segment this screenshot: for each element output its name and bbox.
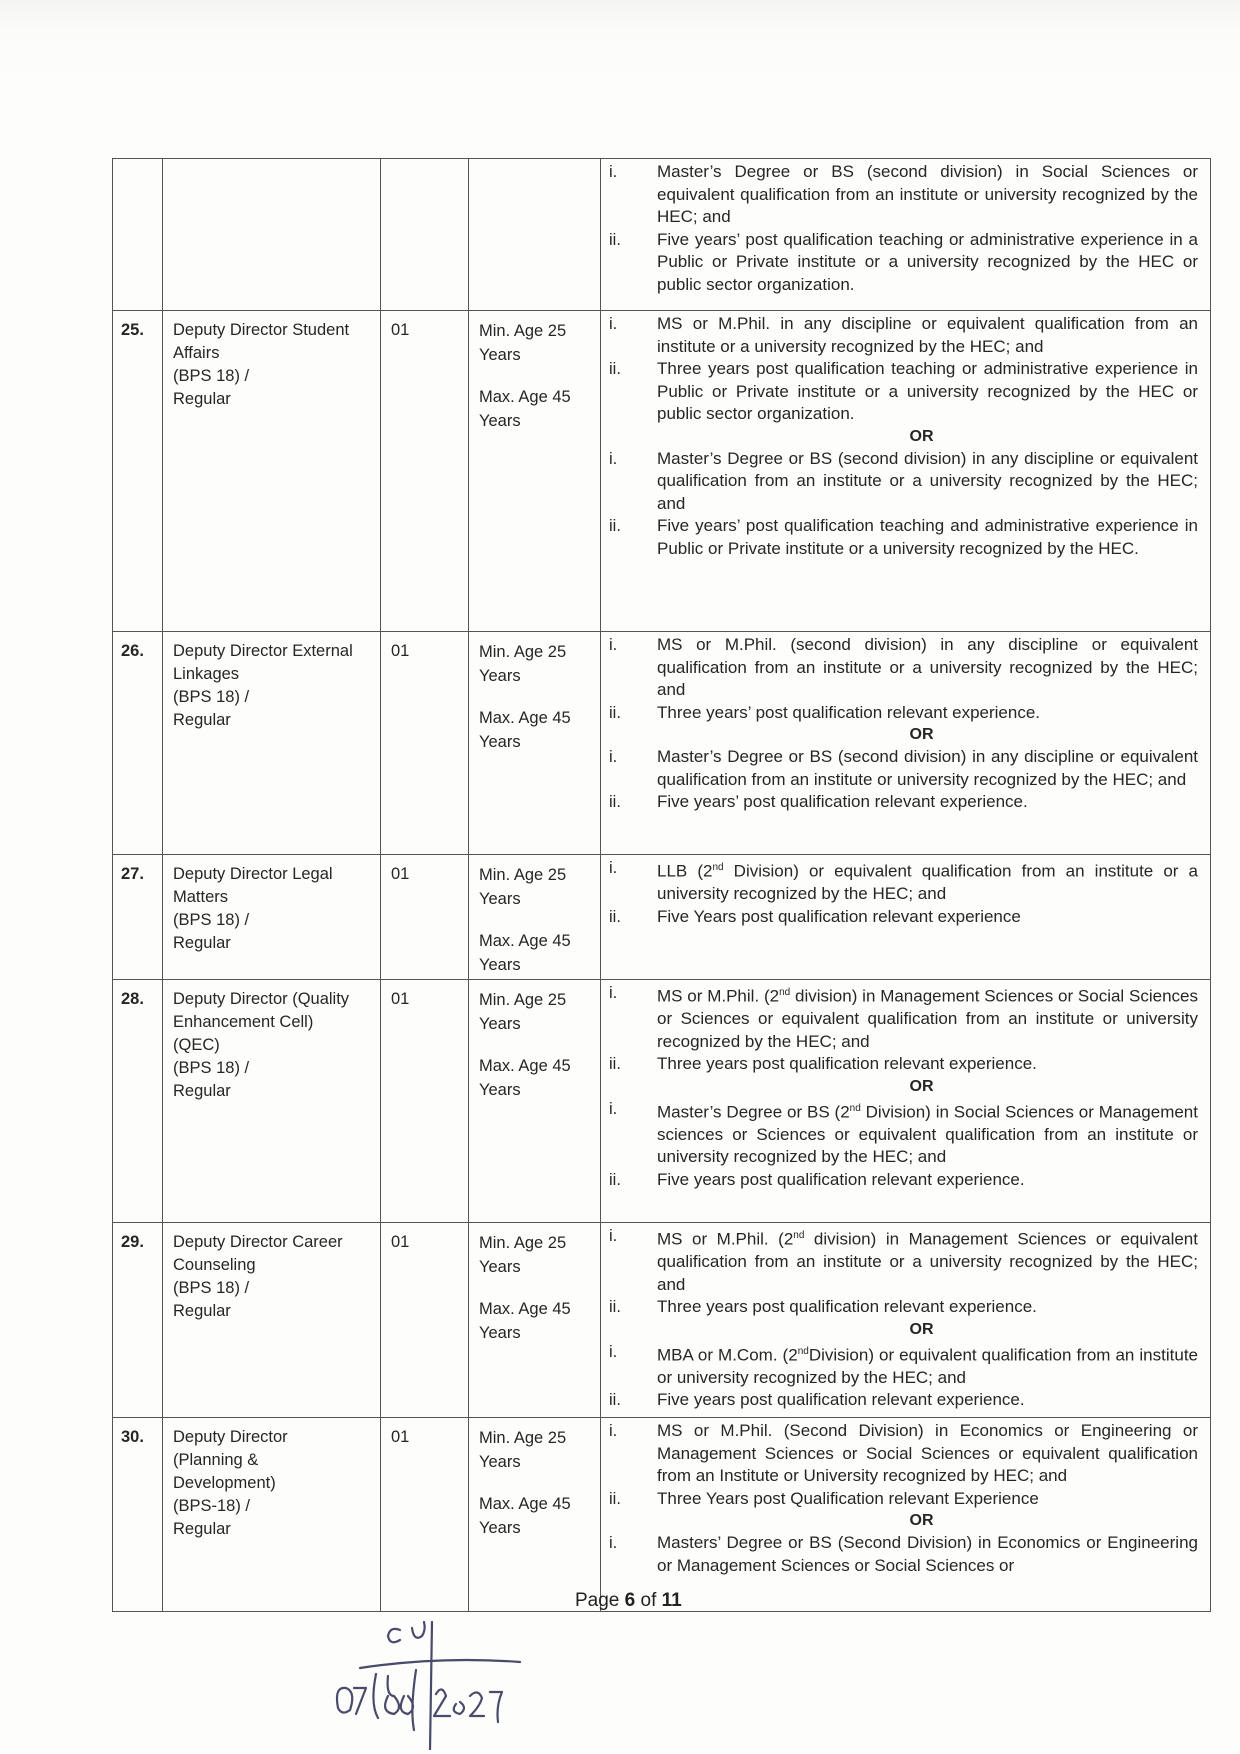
post-name-line: Regular: [173, 934, 231, 952]
max-age: Max. Age 45 Years: [479, 1057, 571, 1099]
age-limit-cell: [469, 980, 601, 1223]
or-separator: OR: [909, 1077, 934, 1095]
serial-number-cell: 27.: [113, 855, 163, 980]
serial-number-cell: 28.: [113, 980, 163, 1223]
qualification-text: Master’s Degree or BS (second division) in any discipline or equivalent qualification from an institute or university recognized by the HEC; and: [657, 747, 1198, 789]
qualification-cell: [601, 1223, 1211, 1418]
page-total: 11: [661, 1590, 682, 1611]
table-row: [113, 1223, 1211, 1418]
min-age: Min. Age 25 Years: [479, 1234, 567, 1276]
post-name-cell: [163, 1223, 381, 1418]
min-age: Min. Age 25 Years: [479, 866, 567, 908]
roman-numeral-marker: ii.: [609, 1055, 621, 1074]
post-name-line: (BPS-18) /: [173, 1497, 251, 1515]
qualification-text: Three Years post Qualification relevant Experience: [657, 1488, 1039, 1508]
qualification-text: Three years post qualification teaching or administrative experience in Public or Private institute or a university recognized by the HEC or public sector organization.: [657, 359, 1198, 423]
qualification-item: [605, 1296, 1198, 1319]
roman-numeral-marker: ii.: [609, 1170, 621, 1189]
roman-numeral-marker: ii.: [609, 1489, 621, 1508]
qualification-item: [605, 448, 1198, 516]
qualification-text: Master’s Degree or BS (second division) in Social Sciences or equivalent qualification from an institute or university recognized by the HEC; and: [657, 162, 1198, 226]
vacancy-count-cell: 01: [381, 632, 469, 855]
roman-numeral-marker: ii.: [609, 230, 621, 249]
signature-initials-stroke: [388, 1622, 425, 1642]
post-name-cell: [163, 632, 381, 855]
qualification-item: [605, 702, 1198, 725]
qualification-text: Master’s Degree or BS (2nd Division) in Social Sciences or Management sciences or Sciences or equivalent qualification from an institute or university recognized by the HEC; and: [657, 1102, 1198, 1167]
qualification-item: [605, 1098, 1198, 1169]
roman-numeral-marker: i.: [609, 636, 618, 654]
roman-numeral-marker: ii.: [609, 1298, 621, 1317]
roman-numeral-marker: i.: [609, 1227, 618, 1245]
roman-numeral-marker: ii.: [609, 517, 621, 535]
qualification-text: MBA or M.Com. (2ndDivision) or equivalent qualification from an institute or university recognized by the HEC; and: [657, 1345, 1198, 1387]
post-name-line: Deputy Director Career: [173, 1233, 343, 1251]
qualification-item: [605, 313, 1198, 358]
post-name-line: Deputy Director: [173, 1428, 288, 1446]
qualification-text: Five years post qualification relevant experience.: [657, 1169, 1025, 1189]
qualification-item: [605, 515, 1198, 560]
serial-number-cell: [113, 159, 163, 311]
post-name-line: Counseling: [173, 1256, 256, 1274]
qualification-item: [605, 906, 1198, 929]
qualification-text: Five years post qualification relevant experience.: [657, 1390, 1025, 1410]
qualification-item: [605, 634, 1198, 702]
serial-number-cell: 29.: [113, 1223, 163, 1418]
post-name-line: (BPS 18) /: [173, 688, 250, 706]
qualification-text: Five years’ post qualification teaching or administrative experience in a Public or Private institute or a university recognized by the HEC or public sector organization.: [657, 229, 1198, 294]
or-separator: OR: [909, 726, 934, 743]
post-name-line: Regular: [173, 1302, 231, 1320]
post-name-line: Deputy Director External: [173, 642, 353, 660]
qualification-item: [605, 1341, 1198, 1390]
post-name-line: Deputy Director Legal: [173, 865, 333, 883]
qualification-text: MS or M.Phil. in any discipline or equivalent qualification from an institute or a university recognized by the HEC; and: [657, 314, 1198, 356]
or-separator: OR: [909, 1320, 934, 1338]
min-age: Min. Age 25 Years: [479, 1429, 567, 1471]
post-name-line: (BPS 18) /: [173, 367, 250, 385]
table-row: [113, 1418, 1211, 1612]
roman-numeral-marker: ii.: [609, 703, 621, 722]
qualification-text: Five Years post qualification relevant experience: [657, 906, 1021, 926]
page-label: Page: [575, 1590, 620, 1611]
qualification-item: [605, 746, 1198, 791]
serial-number-cell: 30.: [113, 1418, 163, 1612]
roman-numeral-marker: i.: [609, 859, 618, 877]
post-name-line: Regular: [173, 711, 231, 729]
roman-numeral-marker: i.: [609, 748, 618, 766]
max-age: Max. Age 45 Years: [479, 709, 571, 751]
vacancy-count-cell: 01: [381, 1418, 469, 1612]
roman-numeral-marker: i.: [609, 315, 618, 333]
qualification-item: [605, 1225, 1198, 1296]
qualification-item: [605, 1389, 1198, 1412]
roman-numeral-marker: i.: [609, 1342, 618, 1361]
qualification-item: [605, 358, 1198, 426]
qualification-cell: [601, 855, 1211, 980]
age-limit-cell: [469, 632, 601, 855]
roman-numeral-marker: i.: [609, 1534, 618, 1552]
max-age: Max. Age 45 Years: [479, 1300, 571, 1342]
qualification-text: MS or M.Phil. (Second Division) in Economics or Engineering or Management Sciences or Social Sciences or equivalent qualification from an Institute or University recognized by HEC; and: [657, 1421, 1198, 1485]
qualification-item: [605, 791, 1198, 814]
qualification-text: MS or M.Phil. (2nd division) in Management Sciences or Social Sciences or Sciences or equivalent qualification from an institute or university recognized by the HEC; and: [657, 986, 1198, 1051]
qualification-text: Five years’ post qualification relevant experience.: [657, 792, 1028, 811]
qualification-text: LLB (2nd Division) or equivalent qualification from an institute or a university recognized by the HEC; and: [657, 861, 1198, 904]
signature-date-stroke: [337, 1670, 502, 1730]
max-age: Max. Age 45 Years: [479, 932, 571, 974]
qualification-item: [605, 161, 1198, 229]
post-name-cell: [163, 855, 381, 980]
post-name-line: Regular: [173, 1082, 231, 1100]
post-name-line: Deputy Director Student: [173, 321, 350, 339]
roman-numeral-marker: ii.: [609, 907, 621, 926]
or-separator: OR: [909, 1512, 934, 1529]
age-limit-cell: [469, 159, 601, 311]
qualification-text: MS or M.Phil. (2nd division) in Management Sciences or equivalent qualification from an institute or a university recognized by the HEC; and: [657, 1229, 1198, 1294]
post-name-line: (BPS 18) /: [173, 911, 250, 929]
min-age: Min. Age 25 Years: [479, 322, 567, 364]
roman-numeral-marker: ii.: [609, 1391, 621, 1410]
page-of: of: [640, 1590, 657, 1611]
qualification-item: [605, 857, 1198, 906]
serial-number-cell: 26.: [113, 632, 163, 855]
qualification-item: [605, 1169, 1198, 1192]
roman-numeral-marker: i.: [609, 1099, 618, 1118]
qualification-cell: [601, 159, 1211, 311]
table-row: [113, 980, 1211, 1223]
post-name-line: Development): [173, 1474, 276, 1492]
vacancy-count-cell: [381, 159, 469, 311]
qualification-item: [605, 1532, 1198, 1577]
requirements-table-body: [113, 159, 1211, 1612]
post-name-line: (BPS 18) /: [173, 1059, 250, 1077]
post-name-line: Enhancement Cell): [173, 1013, 314, 1031]
qualification-text: MS or M.Phil. (second division) in any discipline or equivalent qualification from an institute or a university recognized by the HEC; and: [657, 635, 1198, 699]
qualification-text: Masters’ Degree or BS (Second Division) in Economics or Engineering or Management Sciences or Social Sciences or: [657, 1533, 1198, 1575]
post-name-cell: [163, 980, 381, 1223]
post-name-line: (Planning &: [173, 1451, 259, 1469]
handwritten-signature: [320, 1600, 580, 1750]
qualification-text: Three years post qualification relevant experience.: [657, 1297, 1037, 1317]
qualification-text: Three years post qualification relevant experience.: [657, 1054, 1037, 1074]
age-limit-cell: [469, 1223, 601, 1418]
post-name-line: Regular: [173, 390, 231, 408]
post-name-cell: [163, 159, 381, 311]
serial-number-cell: 25.: [113, 311, 163, 632]
qualification-cell: [601, 1418, 1211, 1612]
post-name-cell: [163, 311, 381, 632]
qualification-text: Three years’ post qualification relevant experience.: [657, 702, 1041, 722]
signature-vertical-stroke: [430, 1622, 432, 1750]
post-name-line: Regular: [173, 1520, 231, 1538]
qualification-text: Master’s Degree or BS (second division) in any discipline or equivalent qualification from an institute or a university recognized by the HEC; and: [657, 448, 1198, 513]
qualification-item: [605, 229, 1198, 297]
post-name-line: Deputy Director (Quality: [173, 990, 350, 1008]
qualification-item: [605, 1053, 1198, 1076]
signature-underline-stroke: [360, 1660, 520, 1668]
qualification-cell: [601, 311, 1211, 632]
or-separator: OR: [909, 427, 934, 445]
min-age: Min. Age 25 Years: [479, 643, 567, 685]
qualification-cell: [601, 632, 1211, 855]
qualification-item: [605, 982, 1198, 1053]
requirements-table: [112, 158, 1211, 1612]
qualification-cell: [601, 980, 1211, 1223]
post-name-line: Matters: [173, 888, 229, 906]
age-limit-cell: [469, 1418, 601, 1612]
post-name-line: Linkages: [173, 665, 240, 683]
post-name-cell: [163, 1418, 381, 1612]
table-row: [113, 311, 1211, 632]
page-number: [575, 1590, 682, 1612]
table-row: [113, 159, 1211, 311]
roman-numeral-marker: i.: [609, 449, 618, 468]
page-current: 6: [624, 1590, 636, 1611]
max-age: Max. Age 45 Years: [479, 388, 571, 430]
roman-numeral-marker: i.: [609, 984, 618, 1002]
roman-numeral-marker: ii.: [609, 793, 621, 811]
age-limit-cell: [469, 855, 601, 980]
max-age: Max. Age 45 Years: [479, 1495, 571, 1537]
post-name-line: (QEC): [173, 1036, 220, 1054]
roman-numeral-marker: i.: [609, 1422, 618, 1440]
roman-numeral-marker: i.: [609, 163, 618, 181]
min-age: Min. Age 25 Years: [479, 991, 567, 1033]
age-limit-cell: [469, 311, 601, 632]
vacancy-count-cell: 01: [381, 1223, 469, 1418]
qualification-text: Five years’ post qualification teaching and administrative experience in Public or Private institute or a university recognized by the HEC.: [657, 516, 1198, 558]
vacancy-count-cell: 01: [381, 855, 469, 980]
post-name-line: (BPS 18) /: [173, 1279, 250, 1297]
vacancy-count-cell: 01: [381, 980, 469, 1223]
table-row: [113, 632, 1211, 855]
qualification-item: [605, 1420, 1198, 1488]
qualification-item: [605, 1488, 1198, 1511]
post-name-line: Affairs: [173, 344, 220, 362]
table-row: [113, 855, 1211, 980]
signature-date-text: 07/06/2023: [320, 1600, 326, 1601]
vacancy-count-cell: 01: [381, 311, 469, 632]
roman-numeral-marker: ii.: [609, 360, 621, 378]
